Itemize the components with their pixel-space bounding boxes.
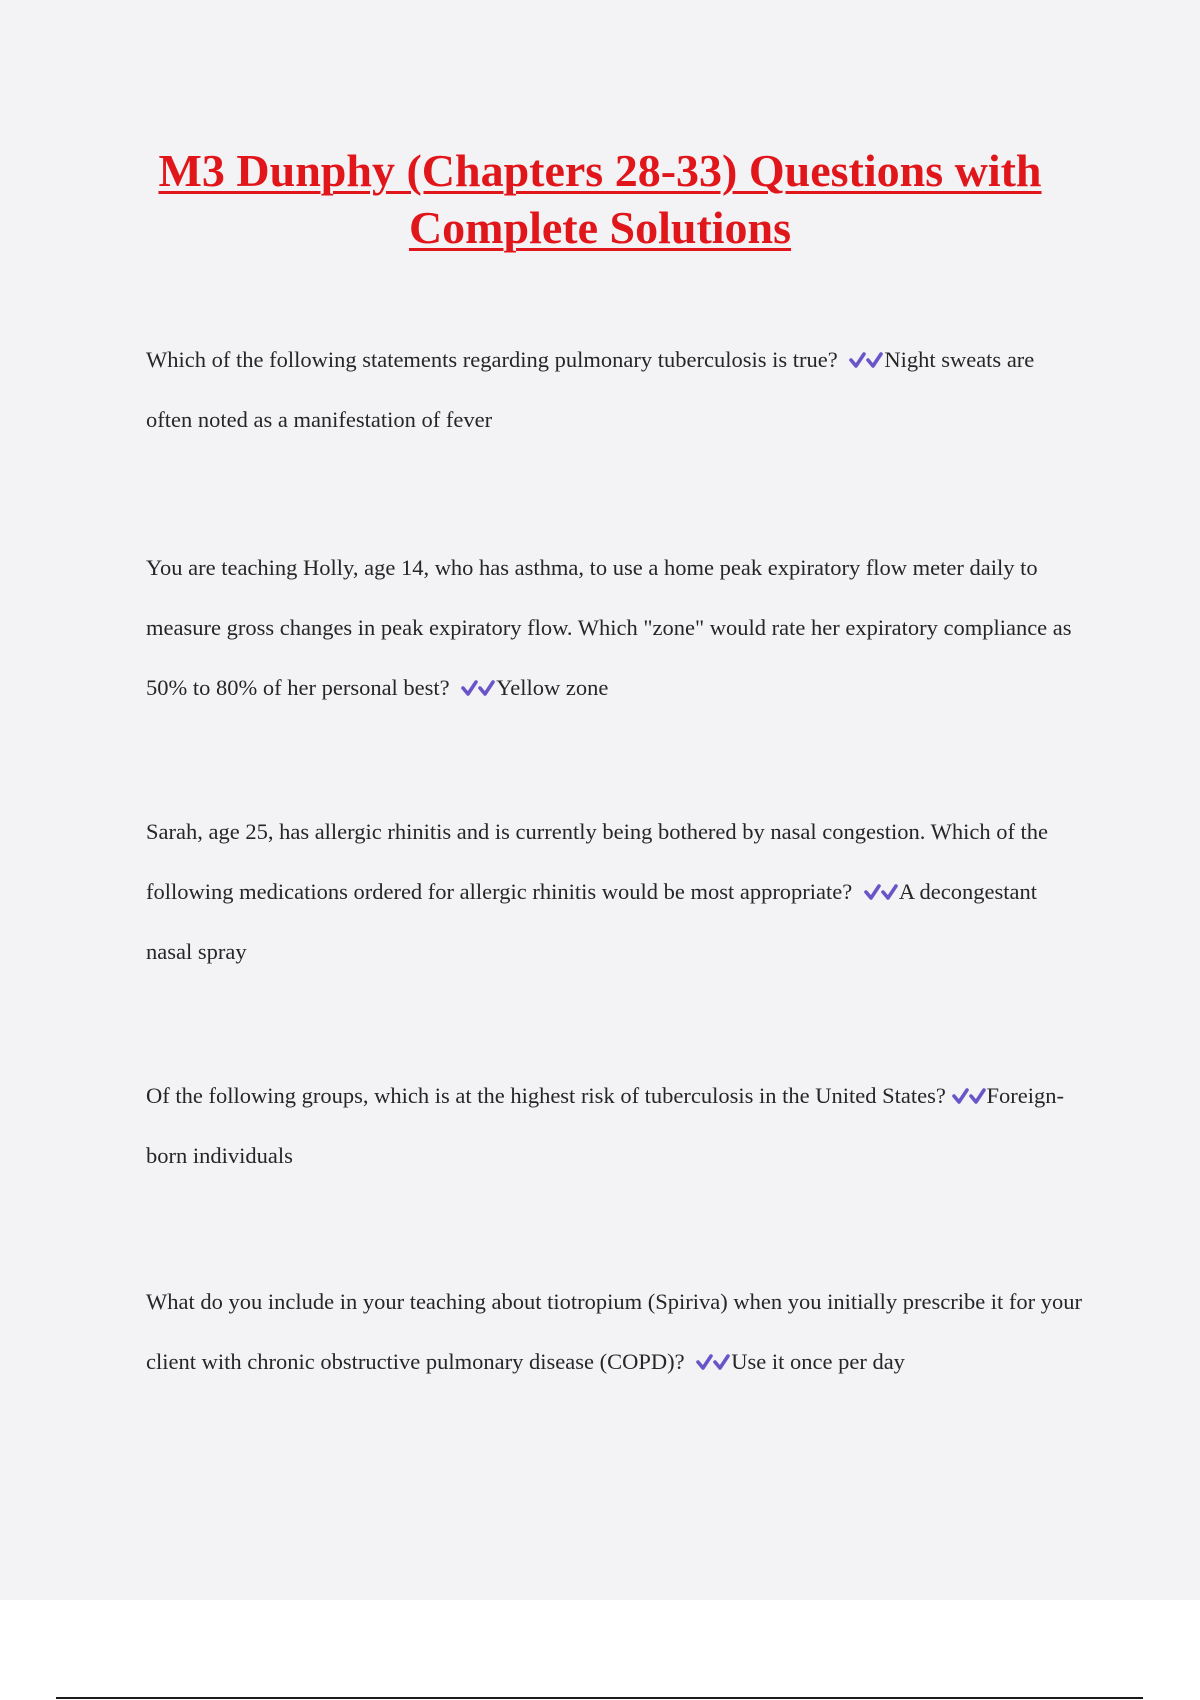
answer-text: Foreign-born individuals bbox=[146, 1083, 1064, 1168]
answer-text: A decongestant nasal spray bbox=[146, 879, 1037, 964]
qa-item bbox=[146, 330, 1086, 450]
answer-text: Use it once per day bbox=[731, 1349, 905, 1374]
qa-item bbox=[146, 1272, 1086, 1392]
double-check-icon bbox=[849, 349, 883, 371]
answer-text: Yellow zone bbox=[496, 675, 609, 700]
qa-item bbox=[146, 1066, 1086, 1186]
double-check-icon bbox=[952, 1085, 986, 1107]
question-text: Of the following groups, which is at the highest risk of tuberculosis in the United States? bbox=[146, 1083, 946, 1108]
question-text: You are teaching Holly, age 14, who has asthma, to use a home peak expiratory flow meter daily to measure gross changes in peak expiratory flow. Which "zone" would rate her expiratory compliance as 50% to 80% of her personal best? bbox=[146, 555, 1072, 700]
question-text: Which of the following statements regarding pulmonary tuberculosis is true? bbox=[146, 347, 838, 372]
question-text: Sarah, age 25, has allergic rhinitis and is currently being bothered by nasal congestion. Which of the following medications ordered for allergic rhinitis would be most appropriate? bbox=[146, 819, 1049, 904]
double-check-icon bbox=[696, 1351, 730, 1373]
document-title: M3 Dunphy (Chapters 28-33) Questions with Complete Solutions bbox=[158, 145, 1042, 253]
footer-divider bbox=[56, 1697, 1143, 1699]
qa-item bbox=[146, 538, 1086, 718]
double-check-icon bbox=[864, 881, 898, 903]
double-check-icon bbox=[461, 677, 495, 699]
qa-item bbox=[146, 802, 1086, 982]
answer-text: Night sweats are often noted as a manifestation of fever bbox=[146, 347, 1035, 432]
question-text: What do you include in your teaching about tiotropium (Spiriva) when you initially prescribe it for your client with chronic obstructive pulmonary disease (COPD)? bbox=[146, 1289, 1083, 1374]
